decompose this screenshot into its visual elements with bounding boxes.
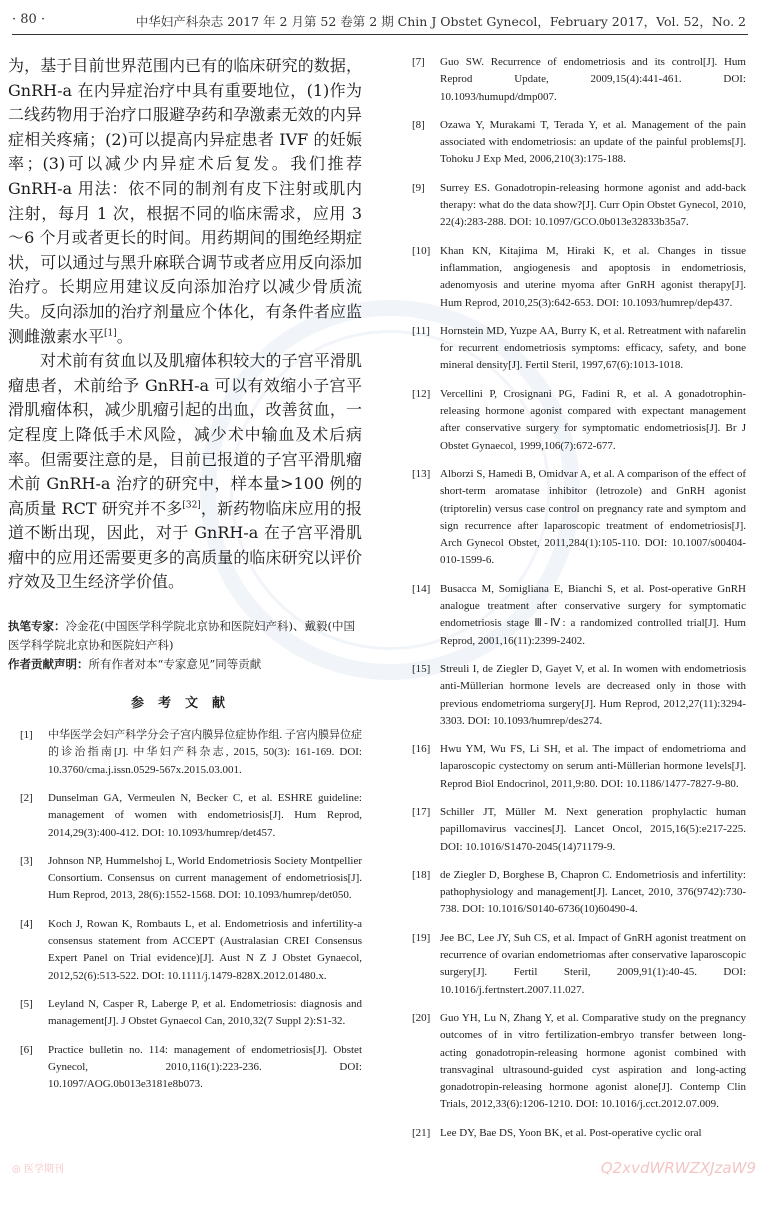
reference-number: [2] bbox=[20, 791, 33, 804]
reference-text: 中华医学会妇产科学分会子宫内膜异位症协作组. 子宫内膜异位症的诊治指南[J]. 中华妇产科杂志, 2015, 50(3): 161-169. DOI: 10.3760/cma.j.issn.0529-567x.2015.03.001. bbox=[48, 729, 362, 776]
citation-superscript[interactable]: [32] bbox=[182, 500, 201, 511]
reference-number: [5] bbox=[20, 997, 33, 1010]
reference-item bbox=[8, 853, 362, 905]
footer-watermark-code: Q2xvdWRWZXJzaW9 bbox=[600, 1159, 756, 1177]
reference-item bbox=[400, 930, 746, 999]
reference-text: Guo YH, Lu N, Zhang Y, et al. Comparative study on the pregnancy outcomes of in vitro fertilization-embryo transfer between long-acting gonadotropin-releasing hormone agonist combined with transvaginal ultrasound-guided cyst aspiration and long-acting gonadotropin-releasing hormone agonist alone[J]. Contemp Clin Trials, 2012,33(6):1206-1210. DOI: 10.1016/j.cct.2012.07.009. bbox=[440, 1011, 746, 1111]
reference-number: [18] bbox=[412, 868, 431, 881]
reference-number: [12] bbox=[412, 387, 431, 400]
reference-number: [19] bbox=[412, 931, 431, 944]
reference-number: [14] bbox=[412, 582, 431, 595]
reference-text: Leyland N, Casper R, Laberge P, et al. Endometriosis: diagnosis and management[J]. J Obstet Gynaecol Can, 2010,32(7 Suppl 2):S1-32. bbox=[48, 997, 362, 1028]
reference-item bbox=[8, 1042, 362, 1094]
reference-text: Streuli I, de Ziegler D, Gayet V, et al. In women with endometriosis anti-Müllerian hormone levels are decreased only in those with previous endometrioma surgery[J]. Hum Reprod, 2012,27(11):3294-3303. DOI: 10.1093/humrep/des274. bbox=[440, 662, 746, 727]
reference-number: [15] bbox=[412, 662, 431, 675]
reference-text: Johnson NP, Hummelshoj L, World Endometriosis Society Montpellier Consortium. Consensus on current management of endometriosis[J]. Hum Reprod, 2013, 28(6):1552-1568. DOI: 10.1093/humrep/det050. bbox=[48, 854, 362, 902]
paragraph-2-end: ，新药物临床应用的报道不断出现，因此，对于 GnRH-a 在子宫平滑肌瘤中的应用还需要更多的高质量的临床研究以评价疗效及卫生经济学价值。 bbox=[8, 498, 362, 592]
reference-text: Schiller JT, Müller M. Next generation prophylactic human papillomavirus vaccines[J]. Lancet Oncol, 2015,16(5):e217-225. DOI: 10.1016/S1470-2045(14)71179-9. bbox=[440, 805, 746, 853]
references-heading: 参考文献 bbox=[130, 696, 239, 712]
reference-number: [20] bbox=[412, 1011, 431, 1024]
reference-text: Surrey ES. Gonadotropin-releasing hormone agonist and add-back therapy: what do the data show?[J]. Curr Opin Obstet Gynecol, 2010, 22(4):283-288. DOI: 10.1097/GCO.0b013e32833b35a7. bbox=[440, 181, 746, 229]
reference-number: [6] bbox=[20, 1043, 33, 1056]
reference-item bbox=[400, 867, 746, 919]
reference-text: Hwu YM, Wu FS, Li SH, et al. The impact of endometrioma and laparoscopic cystectomy on serum anti-Müllerian hormone levels[J]. Reprod Biol Endocrinol, 2011,9:80. DOI: 10.1186/1477-7827-9-80. bbox=[440, 743, 746, 790]
reference-text: Ozawa Y, Murakami T, Terada Y, et al. Management of the pain associated with endometriosis: an update of the painful problems[J]. Tohoku J Exp Med, 2006,210(3):175-188. bbox=[440, 118, 746, 166]
reference-item bbox=[400, 243, 746, 312]
right-column bbox=[400, 54, 746, 1153]
running-head: 中华妇产科杂志 2017 年 2 月第 52 卷第 2 期 Chin J Obstet Gynecol，February 2017，Vol. 52，No. 2 bbox=[135, 14, 746, 29]
reference-number: [4] bbox=[20, 917, 33, 930]
citation-superscript[interactable]: [1] bbox=[104, 328, 117, 339]
reference-item bbox=[400, 466, 746, 570]
reference-number: [16] bbox=[412, 743, 431, 756]
reference-text: Busacca M, Somigliana E, Bianchi S, et al. Post-operative GnRH analogue treatment after conservative surgery for symptomatic endometriosis stage Ⅲ-Ⅳ: a randomized controlled trial[J]. Hum Reprod, 2001,16(11):2399-2402. bbox=[440, 582, 746, 647]
contribution-text: 所有作者对本“专家意见”同等贡献 bbox=[88, 657, 262, 672]
paragraph-2-text: 对术前有贫血以及肌瘤体积较大的子宫平滑肌瘤患者，术前给予 GnRH-a 可以有效缩小子宫平滑肌瘤体积，减少肌瘤引起的出血，改善贫血，一定程度上降低手术风险，减少术中输血及术后病率。但需要注意的是，目前已报道的子宫平滑肌瘤术前 GnRH-a 治疗的研究中，样本量>100 例的高质量 RCT 研究并不多 bbox=[8, 351, 362, 518]
reference-item bbox=[400, 1010, 746, 1114]
reference-text: Khan KN, Kitajima M, Hiraki K, et al. Changes in tissue inflammation, angiogenesis and apoptosis in endometriosis, adenomyosis and uterine myoma after GnRH agonist therapy[J]. Hum Reprod, 2010,25(3):642-653. DOI: 10.1093/humrep/dep437. bbox=[440, 244, 746, 309]
reference-text: Dunselman GA, Vermeulen N, Becker C, et al. ESHRE guideline: management of women with endometriosis[J]. Hum Reprod, 2014,29(3):400-412. DOI: 10.1093/humrep/det457. bbox=[48, 791, 362, 839]
reference-item bbox=[400, 661, 746, 730]
reference-item bbox=[400, 54, 746, 106]
reference-number: [10] bbox=[412, 244, 431, 257]
writer-label: 执笔专家： bbox=[8, 619, 66, 634]
reference-item bbox=[8, 916, 362, 985]
reference-number: [11] bbox=[412, 324, 430, 337]
reference-text: Lee DY, Bae DS, Yoon BK, et al. Post-operative cyclic oral bbox=[440, 1126, 702, 1139]
reference-list-left bbox=[8, 727, 362, 1093]
paragraph-1-text: 为，基于目前世界范围内已有的临床研究的数据，GnRH-a 在内异症治疗中具有重要地位，(1)作为二线药物用于治疗口服避孕药和孕激素无效的内异症相关疼痛；(2)可以提高内异症患者 IVF 的妊娠率；(3)可以减少内异症术后复发。我们推荐 GnRH-a 用法：依不同的制剂有皮下注射或肌内注射，每月 1 次，根据不同的临床需求，应用 3～6 个月或者更长的时间。用药期间的围绝经期症状，可以通过与黑升麻联合调节或者应用反向添加治疗。长期应用建议反向添加治疗以减少骨质流失。反向添加的治疗剂量应个体化，有条件者应监测雌激素水平 bbox=[8, 56, 362, 346]
page-number: · 80 · bbox=[12, 12, 46, 27]
reference-text: Jee BC, Lee JY, Suh CS, et al. Impact of GnRH agonist treatment on recurrence of ovarian endometriomas after conservative laparoscopic surgery[J]. Fertil Steril, 2009,91(1):40-45. DOI: 10.1016/j.fertnstert.2007.11.027. bbox=[440, 931, 746, 996]
contribution-line bbox=[8, 655, 362, 674]
writer-line bbox=[8, 617, 362, 655]
body-paragraph-2 bbox=[8, 349, 362, 595]
reference-number: [7] bbox=[412, 56, 425, 68]
reference-item bbox=[400, 741, 746, 793]
reference-item bbox=[8, 727, 362, 779]
reference-item bbox=[400, 117, 746, 169]
left-column bbox=[8, 54, 362, 1104]
reference-text: Alborzi S, Hamedi B, Omidvar A, et al. A comparison of the effect of short-term aromatase inhibitor (letrozole) and GnRH agonist (triptorelin) versus case control on pregnancy rate and symptom and sign recurrence after laparoscopic treatment of endometriosis[J]. Arch Gynecol Obstet, 2011,284(1):105-110. DOI: 10.1007/s00404-010-1599-6. bbox=[440, 467, 746, 567]
paragraph-1-end: 。 bbox=[116, 326, 133, 346]
reference-text: Koch J, Rowan K, Rombauts L, et al. Endometriosis and infertility-a consensus statement from ACCEPT (Australasian CREI Consensus Expert Panel on Trial evidence)[J]. Aust N Z J Obstet Gynaecol, 2012,52(6):513-522. DOI: 10.1111/j.1479-828X.2012.01480.x. bbox=[48, 917, 362, 982]
reference-number: [17] bbox=[412, 805, 431, 818]
writer-text: 冷金花(中国医学科学院北京协和医院妇产科)、戴毅(中国医学科学院北京协和医院妇产科) bbox=[8, 619, 355, 653]
reference-number: [8] bbox=[412, 118, 425, 131]
reference-text: Guo SW. Recurrence of endometriosis and its control[J]. Hum Reprod Update, 2009,15(4):441-461. DOI: 10.1093/humupd/dmp007. bbox=[440, 56, 746, 103]
reference-text: Practice bulletin no. 114: management of endometriosis[J]. Obstet Gynecol, 2010,116(1):223-236. DOI: 10.1097/AOG.0b013e3181e8b073. bbox=[48, 1043, 362, 1091]
header-rule bbox=[12, 34, 748, 35]
reference-item bbox=[400, 180, 746, 232]
reference-item bbox=[400, 581, 746, 650]
contribution-label: 作者贡献声明： bbox=[8, 657, 89, 672]
body-paragraph-1 bbox=[8, 54, 362, 349]
reference-text: Hornstein MD, Yuzpe AA, Burry K, et al. Retreatment with nafarelin for recurrent endometriosis symptoms: efficacy, safety, and bone mineral density[J]. Fertil Steril, 1997,67(6):1013-1018. bbox=[440, 324, 746, 372]
reference-item bbox=[8, 790, 362, 842]
reference-text: de Ziegler D, Borghese B, Chapron C. Endometriosis and infertility: pathophysiology and management[J]. Lancet, 2010, 376(9742):730-738. DOI: 10.1016/S0140-6736(10)60490-4. bbox=[440, 868, 746, 916]
footer-watermark-logo: ◎ 医学期刊 bbox=[12, 1164, 64, 1175]
reference-item bbox=[400, 386, 746, 455]
reference-number: [9] bbox=[412, 181, 425, 194]
reference-item bbox=[400, 1125, 746, 1142]
reference-item bbox=[400, 804, 746, 856]
author-block bbox=[8, 617, 362, 674]
reference-number: [1] bbox=[20, 729, 33, 742]
reference-list-right bbox=[400, 54, 746, 1142]
reference-number: [3] bbox=[20, 854, 33, 867]
reference-text: Vercellini P, Crosignani PG, Fadini R, et al. A gonadotrophin-releasing hormone agonist compared with expectant management after conservative surgery for symptomatic endometriosis[J]. Br J Obstet Gynaecol, 1999,106(7):672-677. bbox=[440, 387, 746, 452]
reference-number: [13] bbox=[412, 467, 431, 480]
reference-item bbox=[400, 323, 746, 375]
reference-number: [21] bbox=[412, 1126, 431, 1139]
reference-item bbox=[8, 996, 362, 1031]
